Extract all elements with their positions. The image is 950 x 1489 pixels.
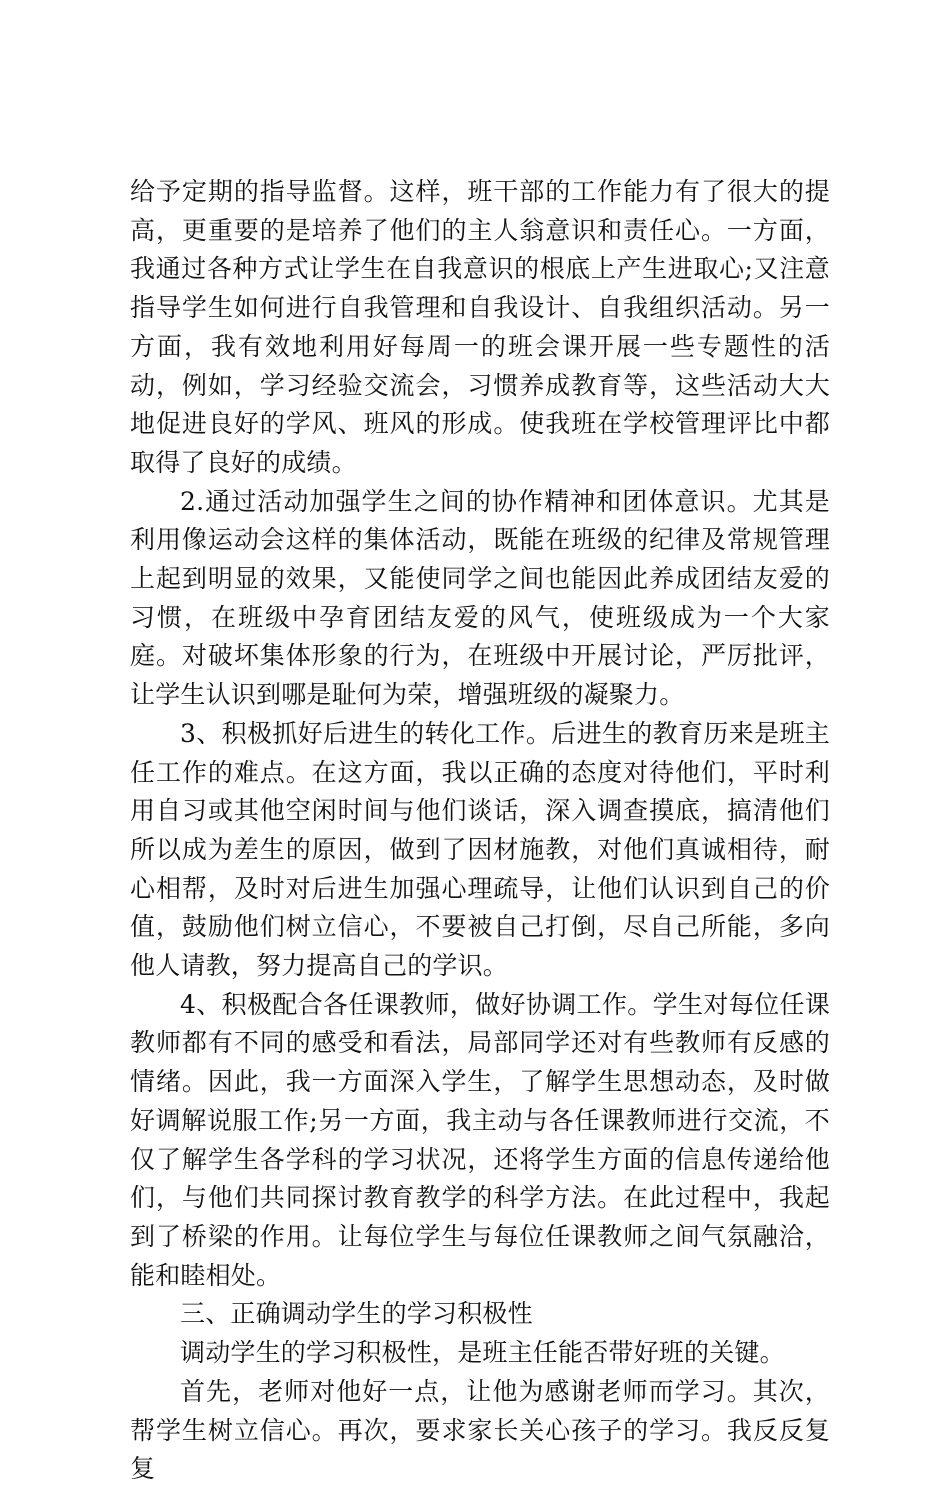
paragraph-item-3: 3、积极抓好后进生的转化工作。后进生的教育历来是班主任工作的难点。在这方面，我以正确的态度对待他们，平时利用自习或其他空闲时间与他们谈话，深入调查摸底，搞清他们所以成为差生的原因，做到了因材施教，对他们真诚相待，耐心相帮，及时对后进生加强心理疏导，让他们认识到自己的价值，鼓励他们树立信心，不要被自己打倒，尽自己所能，多向他人请教，努力提高自己的学识。: [130, 718, 830, 981]
paragraph-item-2: 2.通过活动加强学生之间的协作精神和团体意识。尤其是利用像运动会这样的集体活动，既能在班级的纪律及常规管理上起到明显的效果，又能使同学之间也能因此养成团结友爱的习惯，在班级中孕育团结友爱的风气，使班级成为一个大家庭。对破坏集体形象的行为，在班级中开展讨论，严厉批评，让学生认识到哪是耻何为荣，增强班级的凝聚力。: [130, 486, 830, 710]
paragraph-item-4: 4、积极配合各任课教师，做好协调工作。学生对每位任课教师都有不同的感受和看法，局部同学还对有些教师有反感的情绪。因此，我一方面深入学生，了解学生思想动态，及时做好调解说服工作;另一方面，我主动与各任课教师进行交流，不仅了解学生各学科的学习状况，还将学生方面的信息传递给他们，与他们共同探讨教育教学的科学方法。在此过程中，我起到了桥梁的作用。让每位学生与每位任课教师之间气氛融洽，能和睦相处。: [130, 989, 830, 1290]
paragraph-continuation: 给予定期的指导监督。这样，班干部的工作能力有了很大的提高，更重要的是培养了他们的主人翁意识和责任心。一方面，我通过各种方式让学生在自我意识的根底上产生进取心;又注意指导学生如何进行自我管理和自我设计、自我组织活动。另一方面，我有效地利用好每周一的班会课开展一些专题性的活动，例如，学习经验交流会，习惯养成教育等，这些活动大大地促进良好的学风、班风的形成。使我班在学校管理评比中都取得了良好的成绩。: [130, 177, 830, 477]
document-body: [130, 173, 830, 1489]
section-heading-3: 三、正确调动学生的学习积极性: [180, 1299, 533, 1329]
paragraph-intro: 调动学生的学习积极性，是班主任能否带好班的关键。: [180, 1338, 785, 1368]
paragraph-first-second: 首先，老师对他好一点，让他为感谢老师而学习。其次，帮学生树立信心。再次，要求家长关心孩子的学习。我反反复复: [130, 1376, 830, 1484]
